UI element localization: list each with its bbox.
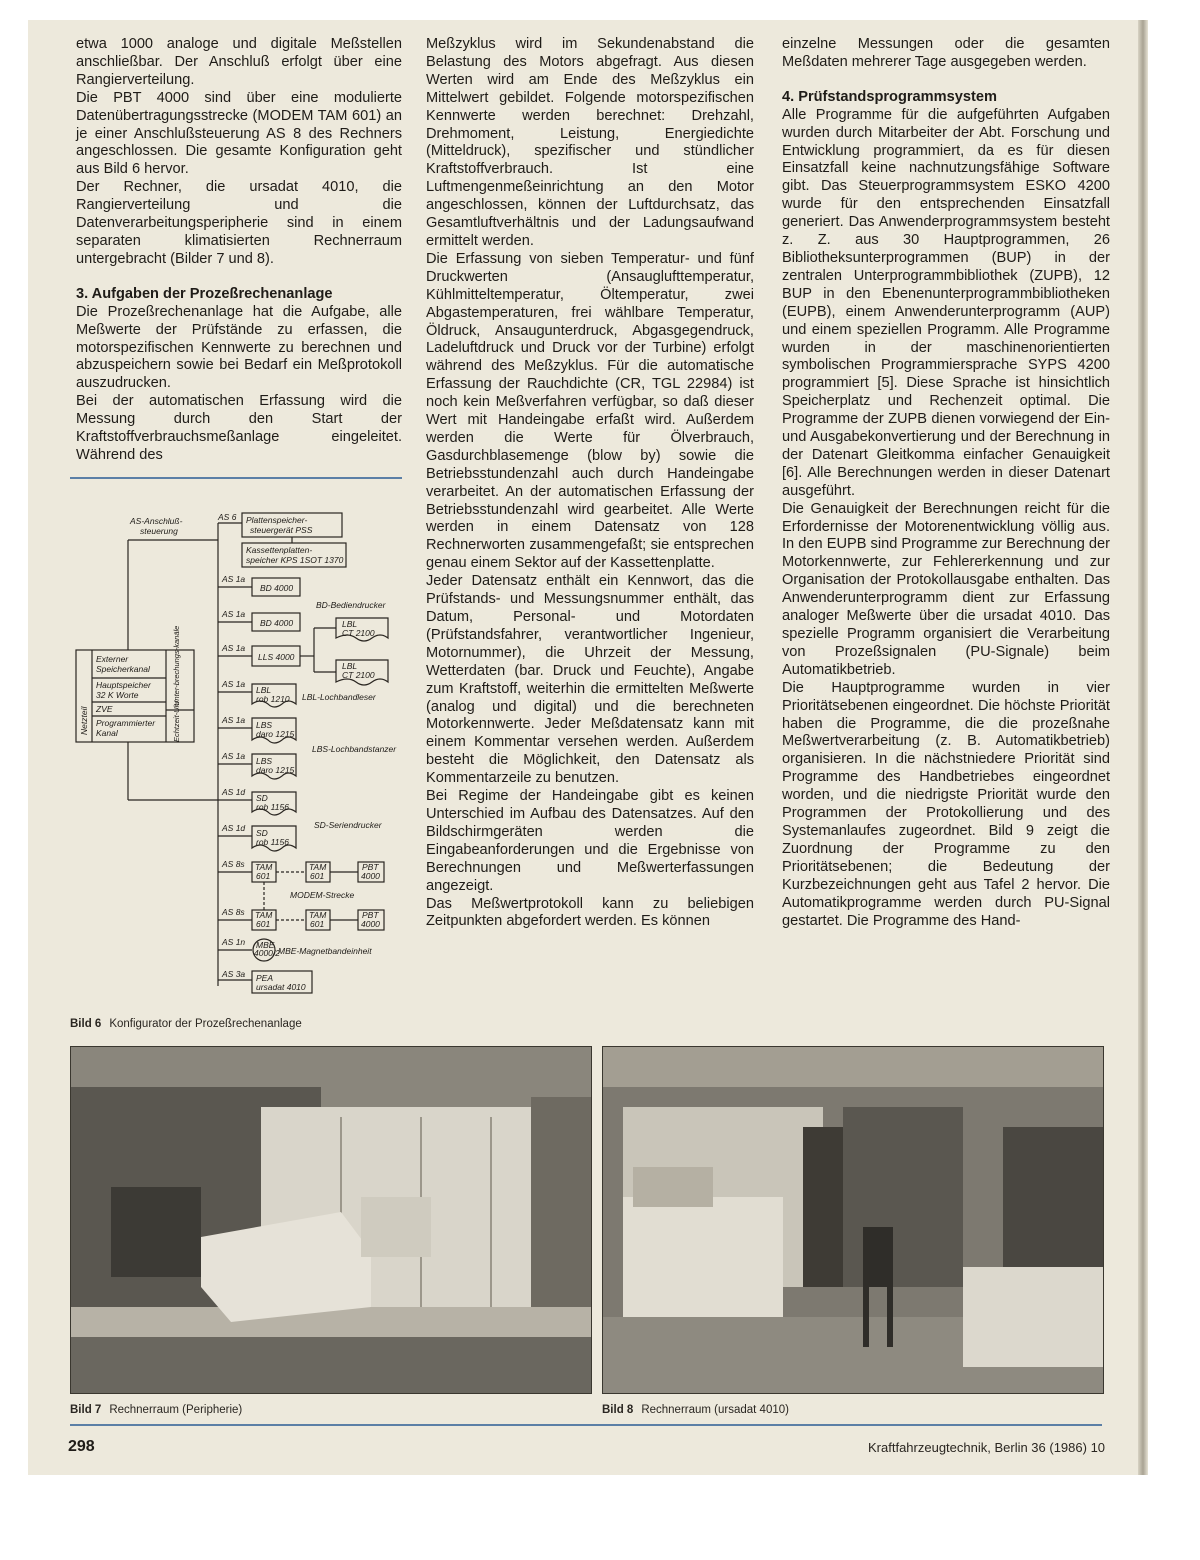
caption-number: Bild 8 — [602, 1404, 634, 1416]
diagram-label: PEA — [256, 973, 274, 983]
photo-rechnerraum-peripherie — [70, 1046, 592, 1394]
diagram-label: 601 — [256, 919, 271, 929]
diagram-label: 32 K Worte — [96, 690, 139, 700]
text-column-1 — [76, 36, 402, 465]
paragraph: Die Prozeßrechenanlage hat die Aufgabe, alle Meßwerte der Prüfstände zu erfassen, die motorspezifischen Kennwerte zu berechnen und abzuspeichern sowie bei Bedarf ein Meßprotokoll auszudrucken. — [76, 303, 402, 392]
diagram-label: AS 1d — [222, 823, 246, 833]
diagram-label: daro 1215 — [256, 765, 295, 775]
diagram-label: AS 1d — [222, 787, 246, 797]
diagram-label: TAM — [309, 862, 327, 872]
diagram-label: LBS — [256, 720, 273, 730]
diagram-label: Kassettenplatten- — [246, 545, 313, 555]
page-fold-shadow — [1138, 20, 1148, 1475]
paragraph: Meßzyklus wird im Sekundenabstand die Belastung des Motors abgefragt. Aus diesen Werten wird am Ende des Meßzyklus ein Mittelwert gebildet. Folgende motorspezifischen Kennwerte werden berechnet: Drehzahl, Drehmoment, Leistung, Energiedichte (Mitteldruck), spezifischer und stündlicher Kraftstoffverbrauch. Ist eine Luftmengenmeßeinrichtung an den Motor angeschlossen, können der Luftdurchsatz, das Gesamtluftverhältnis und der Ladungsaufwand ermittelt werden. — [426, 36, 754, 249]
text-column-2 — [426, 36, 754, 931]
paragraph: Das Meßwertprotokoll kann zu beliebigen Zeitpunkten abgefordert werden. Es können — [426, 895, 754, 930]
text-column-3 — [782, 36, 1110, 930]
diagram-label: AS 6 — [218, 512, 237, 522]
diagram-label: steuergerät PSS — [250, 525, 313, 535]
diagram-label: rob 1210 — [256, 694, 290, 704]
diagram-label: CT 2100 — [342, 628, 375, 638]
diagram-label: Programmierter — [96, 718, 156, 728]
diagram-label: ZVE — [96, 704, 113, 714]
diagram-label: PBT — [362, 862, 379, 872]
diagram-label: 4000/2 — [254, 948, 280, 958]
diagram-label: LBS-Lochbandstanzer — [312, 744, 397, 754]
configurator-diagram — [70, 510, 402, 996]
paragraph: Alle Programme für die aufgeführten Aufgaben wurden durch Mitarbeiter der Abt. Forschung und Entwicklung programmiert, da es für diesen Einsatzfall keine nachnutzungsfähige Software gibt. Das Steuerprogrammsystem ESKO 4200 wurde für den entsprechenden Einsatzfall generiert. Das Anwenderprogrammsystem besteht z. Z. aus 30 Hauptprogrammen, 26 Bibliotheksunterprogrammen (BUP) in der zentralen Unterprogrammbibliothek (ZUPB), 12 BUP in den Ebenenunterprogrammbibliotheken (EUPB), einem Anwenderunterprogramm (AUP) und einem speziellen Programm. Alle Programme wurden in der maschinenorientierten symbolischen Programmiersprache SYPS 4200 programmiert [5]. Diese Sprache ist hinsichtlich Speicherplatz und Rechenzeit optimal. Die Programme der ZUPB dienen vorwiegend der Ein- und Ausgabekonvertierung und der Berechnung in der Datenart Gleitkomma einfacher Genauigkeit [6]. Alle Berechnungen werden in dieser Datenart ausgeführt. — [782, 106, 1110, 499]
page-number: 298 — [68, 1438, 95, 1455]
diagram-label: AS 1n — [222, 937, 246, 947]
diagram-label: SD — [256, 793, 268, 803]
paragraph: Bei Regime der Handeingabe gibt es keinen Unterschied im Aufbau des Datensatzes. Auf den Bildschirmgeräten werden die Eingabeanforderungen und die Ergebnisse von Berechnungen und Meßwerterfassungen angezeigt. — [426, 788, 754, 894]
diagram-label: CT 2100 — [342, 670, 375, 680]
diagram-label: 601 — [310, 871, 325, 881]
diagram-label: LBL — [256, 685, 272, 695]
diagram-label: MBE-Magnetbandeinheit — [278, 946, 372, 956]
footer-rule — [70, 1424, 1102, 1426]
diagram-label: AS 1a — [222, 574, 246, 584]
diagram-label: Kanal — [96, 728, 118, 738]
paragraph: etwa 1000 analoge und digitale Meßstellen anschließbar. Der Anschluß erfolgt über eine Rangierverteilung. — [76, 36, 402, 88]
diagram-label: steuerung — [140, 526, 178, 536]
diagram-label: AS-Anschluß- — [130, 516, 183, 526]
diagram-label: Speicherkanal — [96, 664, 150, 674]
diagram-label: LLS 4000 — [258, 652, 295, 662]
figure-caption-8 — [602, 1404, 789, 1416]
paragraph: Die Genauigkeit der Berechnungen reicht für die Erfordernisse der Motorenentwicklung völlig aus. In den EUPB sind Programme zur Berechnung der Motorkennwerte, zur Fehlererkennung und zur Organisation der Protokollausgabe enthalten. Das Anwenderunterprogramm dient zur Erfassung analoger Meßwerte über die ursadat 4010. Das spezielle Programm organisiert die Verarbeitung von Prozeßsignalen (PU-Signale) beim Automatikbetrieb. — [782, 500, 1110, 678]
section-heading-3: 3. Aufgaben der Prozeßrechenanlage — [76, 285, 333, 302]
diagram-label: Netzteil — [79, 706, 89, 735]
diagram-label: BD 4000 — [260, 583, 294, 593]
paragraph: Jeder Datensatz enthält ein Kennwort, das die Prüfstands- und Messungsnummer enthält, das Datum, Personal- und Motordaten (Prüfstandsfahrer, verantwortlicher Ingenieur, Motornummer), die Uhrzeit der Messung, Wetterdaten (bar. Druck und Feuchte), Angabe zum Kraftstoff, weiterhin die ermittelten Meßwerte (analog und digital) und die berechneten Motorkennwerte. Jeder Meßdatensatz kann mit einem Kommentar versehen werden. Außerdem besteht die Möglichkeit, den Datensatz als Kommentarzeile zu benutzen. — [426, 573, 754, 787]
paragraph: Die PBT 4000 sind über eine modulierte Datenübertragungsstrecke (MODEM TAM 601) an je einer Anschlußsteuerung AS 8 des Rechners angeschlossen. Die gesamte Konfiguration geht aus Bild 6 hervor. — [76, 89, 402, 178]
diagram-label: Externer — [96, 654, 129, 664]
diagram-label: SD-Seriendrucker — [314, 820, 382, 830]
diagram-label: AS 3a — [222, 969, 246, 979]
photo-rechnerraum-ursadat — [602, 1046, 1104, 1394]
diagram-label: rob 1156 — [256, 802, 289, 812]
diagram-label: TAM — [309, 910, 327, 920]
diagram-label: Hauptspeicher — [96, 680, 151, 690]
diagram-label: MODEM-Strecke — [290, 890, 355, 900]
diagram-label: SD — [256, 828, 268, 838]
diagram-label: 601 — [310, 919, 325, 929]
diagram-label: speicher KPS 1SOT 1370 — [246, 555, 344, 565]
diagram-label: rob 1156 — [256, 837, 289, 847]
diagram-label: AS 8s — [222, 907, 245, 917]
diagram-label: LBL-Lochbandleser — [302, 692, 376, 702]
paragraph: Die Hauptprogramme wurden in vier Prioritätsebenen eingeordnet. Die höchste Priorität haben die Programme, die die prozeßnahe Meßwertverarbeitung (z. B. Automatikbetrieb) organisieren. In die nächstniedere Priorität sind Programme des Handbetriebes eingeordnet worden, und die niedrigste Priorität wurde den Programmen der Protokollierung und des Systemanlaufes zugeordnet. Bild 9 zeigt die Zuordnung der Programme zu den Prioritätsebenen; die Bedeutung der Kurzbezeichnungen geht aus Tafel 2 hervor. Die Automatikprogramme werden durch PU-Signal gestartet. Die Programme des Hand- — [782, 679, 1110, 929]
diagram-label: Unter-brechungs-kanäle — [172, 625, 181, 706]
paragraph: einzelne Messungen oder die gesamten Meßdaten mehrerer Tage ausgegeben werden. — [782, 36, 1110, 70]
diagram-label: AS 1a — [222, 715, 246, 725]
diagram-label: AS 1a — [222, 751, 246, 761]
paragraph: Die Erfassung von sieben Temperatur- und fünf Druckwerten (Ansauglufttemperatur, Kühlmitteltemperatur, Öltemperatur, zwei Abgastemperaturen, frei wählbare Temperatur, Öldruck, Ansaugunterdruck, Abgasgegendruck, Ladeluftdruck und Druck vor der Turbine) erfolgt während des Meßzyklus. Für die automatische Erfassung der Rauchdichte (CR, TGL 22984) ist noch kein Meßverfahren verfügbar, so daß dieser Wert mit Handeingabe erfaßt wird. Außerdem werden die Werte für Ölverbrauch, Gasdurchblasemenge (blow by) sowie die Betriebsstundenzahl auch durch Handeingabe verarbeitet. An der automatischen Erfassung der Betriebsstundenzahl wird gearbeitet. Alle Werte werden in einem Datensatz von 128 Rechnerworten zusammengefaßt; sie entsprechen genau einem Sektor auf der Kassettenplatte. — [426, 250, 754, 572]
diagram-label: BD 4000 — [260, 618, 294, 628]
diagram-label: Plattenspeicher- — [246, 515, 308, 525]
journal-folio: Kraftfahrzeugtechnik, Berlin 36 (1986) 10 — [868, 1440, 1106, 1455]
section-heading-4: 4. Prüfstandsprogrammsystem — [782, 88, 997, 105]
diagram-label: 601 — [256, 871, 271, 881]
paragraph: Bei der automatischen Erfassung wird die Messung durch den Start der Kraftstoffverbrauchsmeßanlage eingeleitet. Während des — [76, 393, 402, 463]
diagram-label: 4000 — [361, 919, 380, 929]
figure-caption-6 — [70, 1018, 302, 1030]
diagram-label: PBT — [362, 910, 379, 920]
diagram-label: 4000 — [361, 871, 380, 881]
diagram-label: TAM — [255, 862, 273, 872]
diagram-label: LBS — [256, 756, 273, 766]
caption-text: Rechnerraum (Peripherie) — [109, 1404, 243, 1416]
diagram-label: MBE — [256, 940, 275, 950]
diagram-label: LBL — [342, 619, 358, 629]
diagram-label: BD-Bediendrucker — [316, 600, 386, 610]
diagram-label: ursadat 4010 — [256, 982, 306, 992]
caption-text: Rechnerraum (ursadat 4010) — [641, 1404, 789, 1416]
diagram-label: AS 1a — [222, 679, 246, 689]
caption-number: Bild 6 — [70, 1018, 102, 1030]
caption-text: Konfigurator der Prozeßrechenanlage — [109, 1018, 302, 1030]
figure-caption-7 — [70, 1404, 242, 1416]
diagram-label: LBL — [342, 661, 358, 671]
diagram-label: Echtzeit-Uhr — [172, 700, 181, 742]
diagram-label: AS 1a — [222, 609, 246, 619]
diagram-label: TAM — [255, 910, 273, 920]
figure-top-rule — [70, 477, 402, 479]
diagram-label: daro 1215 — [256, 729, 295, 739]
diagram-label: AS 8s — [222, 859, 245, 869]
diagram-label: AS 1a — [222, 643, 246, 653]
paragraph: Der Rechner, die ursadat 4010, die Rangierverteilung und die Datenverarbeitungsperipherie sind in einem separaten klimatisierten Rechnerraum untergebracht (Bilder 7 und 8). — [76, 179, 402, 267]
caption-number: Bild 7 — [70, 1404, 102, 1416]
